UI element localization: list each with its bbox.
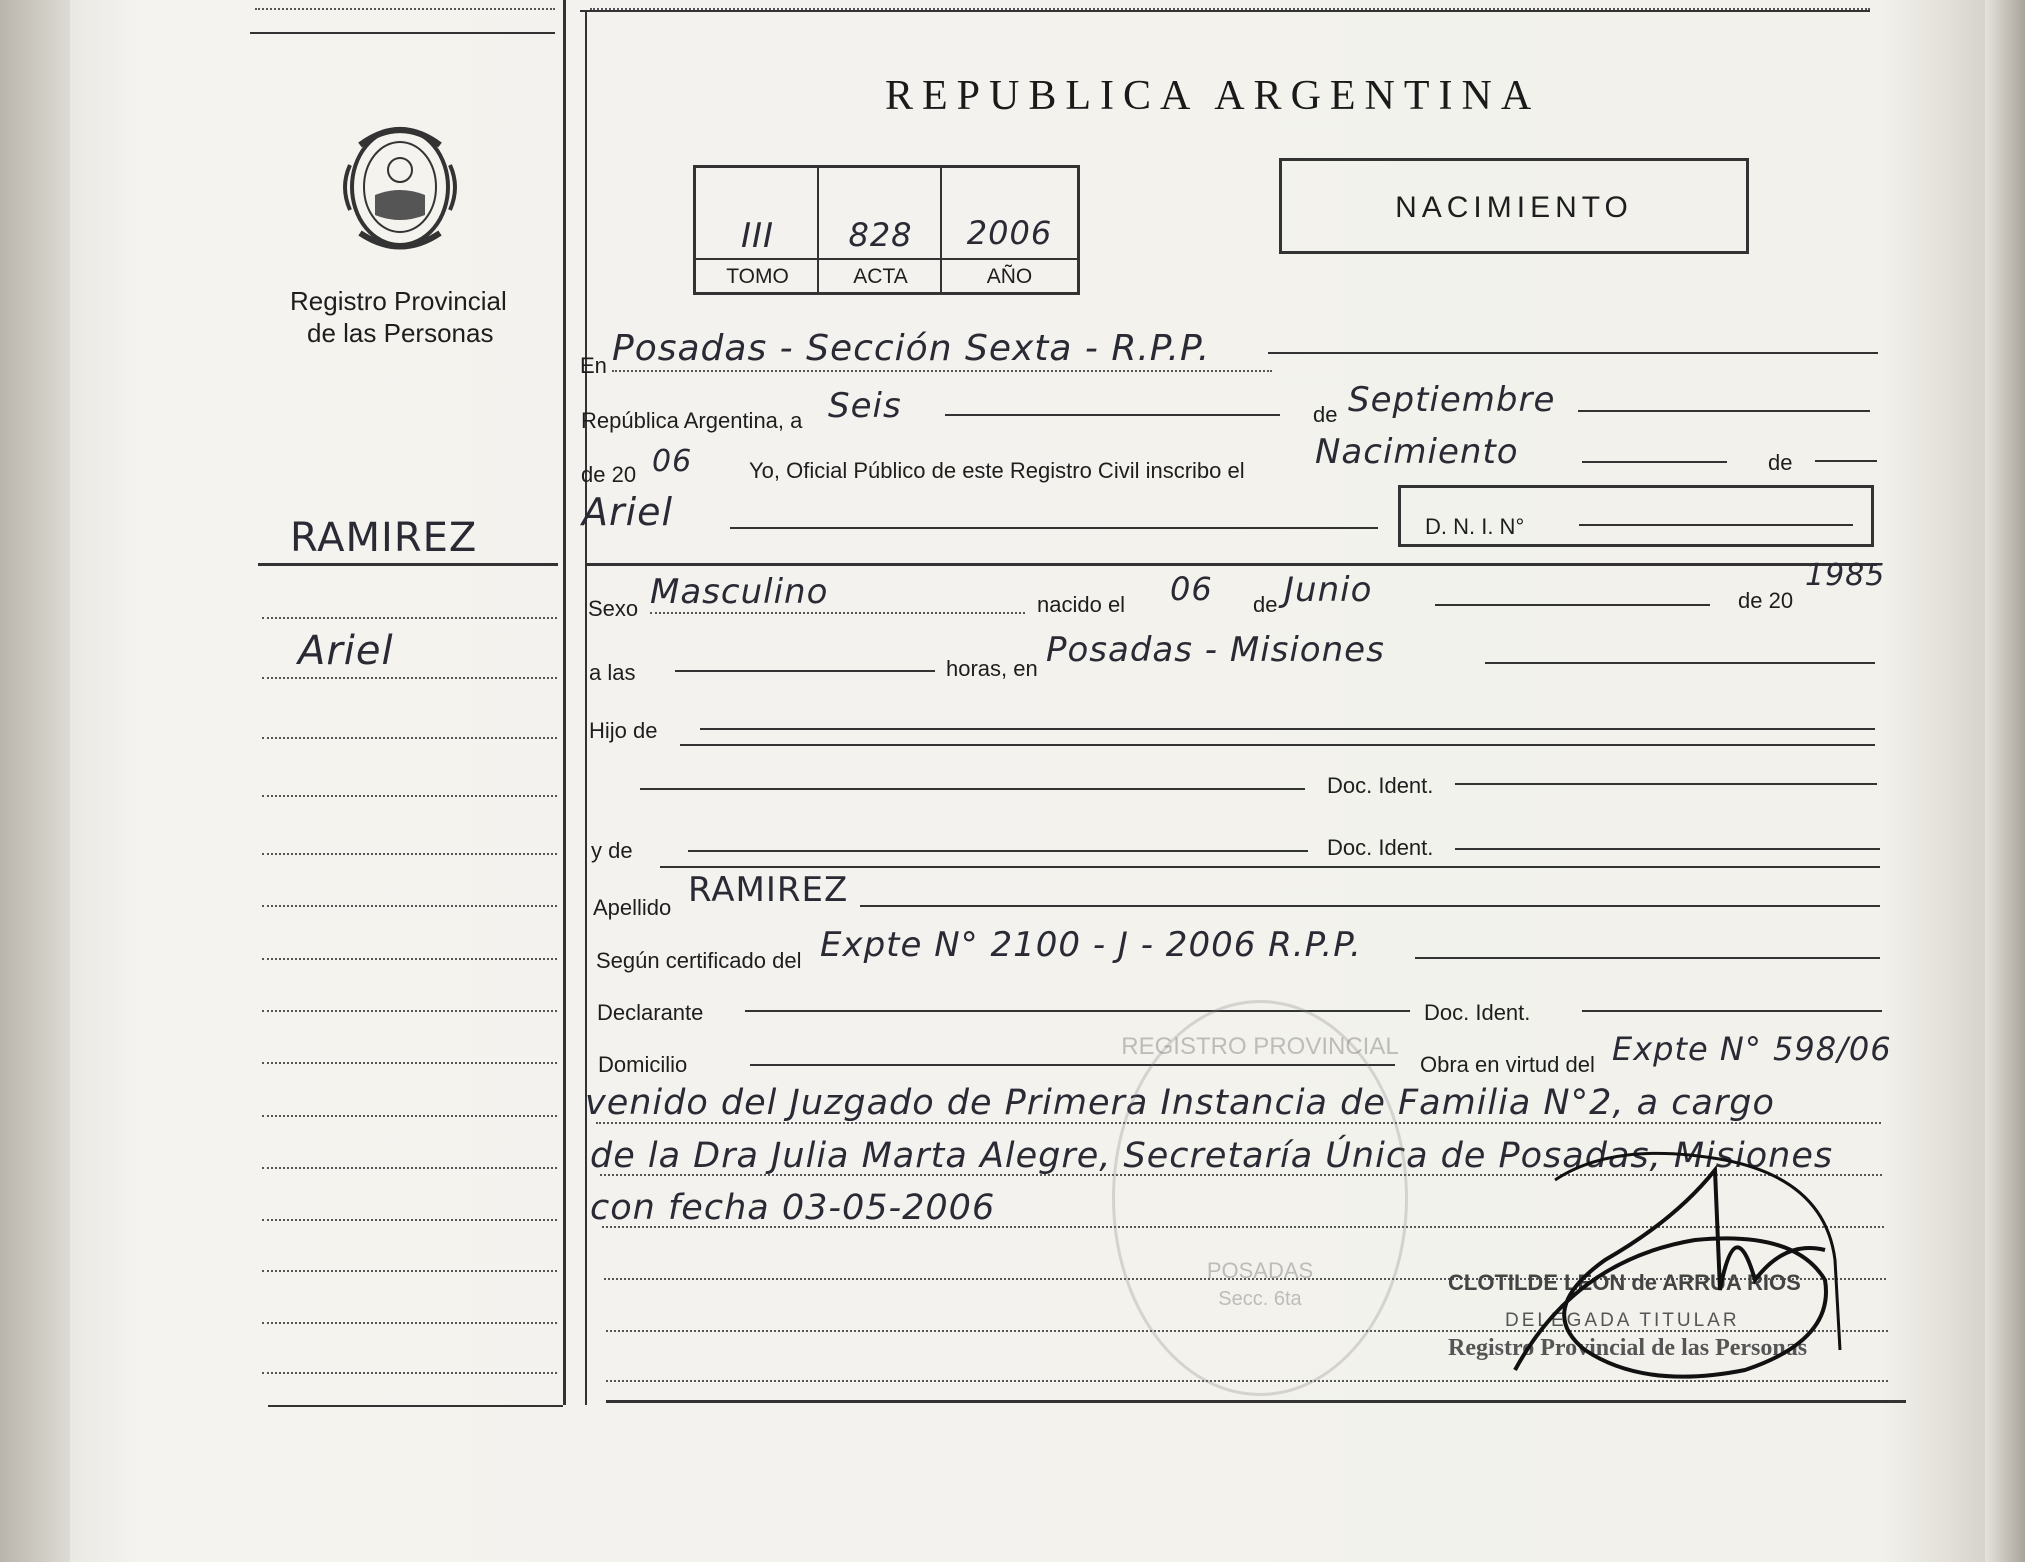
nacido-day: 06 bbox=[1170, 570, 1213, 608]
nacido-year: 1985 bbox=[1805, 558, 1886, 593]
year-prefix-label: de 20 bbox=[581, 462, 637, 487]
doc-ident-label: Doc. Ident. bbox=[1327, 773, 1434, 798]
apellido-value: RAMIREZ bbox=[688, 870, 849, 910]
doc-ident-label-2: Doc. Ident. bbox=[1327, 835, 1434, 860]
obra-label: Obra en virtud del bbox=[1420, 1052, 1595, 1077]
en-label: En bbox=[580, 353, 607, 378]
name-value: Ariel bbox=[582, 490, 674, 534]
de-label: de bbox=[1313, 402, 1338, 427]
month-value: Septiembre bbox=[1348, 380, 1556, 420]
inscribo-label: Yo, Oficial Público de este Registro Civil inscribo el bbox=[749, 458, 1245, 483]
nacido-month: Junio bbox=[1284, 570, 1373, 610]
year-value: 06 bbox=[652, 444, 693, 479]
acta-value: 828 bbox=[848, 216, 913, 254]
column-divider bbox=[563, 0, 566, 1405]
anio-value: 2006 bbox=[966, 214, 1053, 252]
notes-line3: con fecha 03-05-2006 bbox=[590, 1188, 996, 1228]
declarante-label: Declarante bbox=[597, 1000, 704, 1025]
divider bbox=[250, 32, 555, 34]
apellido-label: Apellido bbox=[593, 895, 672, 920]
doc-ident-label-3: Doc. Ident. bbox=[1424, 1000, 1531, 1025]
acta-label: ACTA bbox=[853, 265, 908, 288]
handwritten-signature-icon bbox=[1495, 1140, 1855, 1390]
en-value: Posadas - Sección Sexta - R.P.P. bbox=[612, 328, 1211, 369]
notes-line2: de la Dra Julia Marta Alegre, Secretaría Única de Posadas, Misiones bbox=[590, 1136, 1834, 1176]
provincial-seal-icon bbox=[335, 115, 465, 260]
de-label-2: de bbox=[1768, 450, 1793, 475]
alas-label: a las bbox=[589, 660, 636, 685]
dni-box bbox=[1398, 485, 1874, 547]
divider bbox=[580, 10, 1870, 12]
obra-value: Expte N° 598/06 bbox=[1612, 1030, 1892, 1068]
signatory-title: DELEGADA TITULAR bbox=[1505, 1310, 1740, 1331]
official-stamp bbox=[1112, 1000, 1408, 1396]
republica-label: República Argentina, a bbox=[581, 408, 803, 433]
inscribo-value: Nacimiento bbox=[1315, 432, 1519, 472]
signatory-office: Registro Provincial de las Personas bbox=[1448, 1335, 1808, 1361]
day-value: Seis bbox=[828, 386, 902, 426]
tomo-value: III bbox=[740, 216, 775, 256]
record-box bbox=[693, 165, 1080, 295]
page-edge bbox=[1985, 0, 2025, 1562]
domicilio-label: Domicilio bbox=[598, 1052, 688, 1077]
stamp-text-bottom: Secc. 6ta bbox=[1218, 1288, 1302, 1310]
stamp-text-top: REGISTRO PROVINCIAL bbox=[1121, 1033, 1399, 1060]
margin-given-name: Ariel bbox=[298, 628, 394, 674]
country-title: REPUBLICA ARGENTINA bbox=[885, 73, 1541, 119]
dni-label: D. N. I. N° bbox=[1425, 514, 1525, 539]
registry-name-line1: Registro Provincial bbox=[290, 286, 507, 316]
de20-label: de 20 bbox=[1738, 588, 1794, 613]
hijo-label: Hijo de bbox=[589, 718, 658, 743]
nacido-label: nacido el bbox=[1037, 592, 1126, 617]
sexo-value: Masculino bbox=[650, 572, 829, 612]
segun-value: Expte N° 2100 - J - 2006 R.P.P. bbox=[820, 925, 1362, 965]
stamp-text-middle: POSADAS bbox=[1206, 1258, 1314, 1283]
lugar-value: Posadas - Misiones bbox=[1046, 630, 1385, 670]
de-label-3: de bbox=[1253, 592, 1278, 617]
notes-line1: venido del Juzgado de Primera Instancia de Familia N°2, a cargo bbox=[585, 1083, 1775, 1123]
registry-name-line2: de las Personas bbox=[307, 318, 494, 348]
act-type-label: NACIMIENTO bbox=[1395, 191, 1633, 224]
act-type-box bbox=[1279, 158, 1749, 254]
anio-label: AÑO bbox=[986, 265, 1033, 288]
book-binding bbox=[0, 0, 70, 1562]
tomo-label: TOMO bbox=[726, 265, 789, 288]
dotted-line bbox=[255, 8, 555, 10]
sexo-label: Sexo bbox=[588, 596, 639, 621]
column-divider bbox=[585, 10, 587, 1405]
signatory-name: CLOTILDE LEON de ARRUA RIOS bbox=[1448, 1270, 1801, 1295]
yde-label: y de bbox=[591, 838, 633, 863]
segun-label: Según certificado del bbox=[596, 948, 802, 973]
horas-label: horas, en bbox=[946, 656, 1038, 681]
margin-surname: RAMIREZ bbox=[290, 515, 478, 561]
